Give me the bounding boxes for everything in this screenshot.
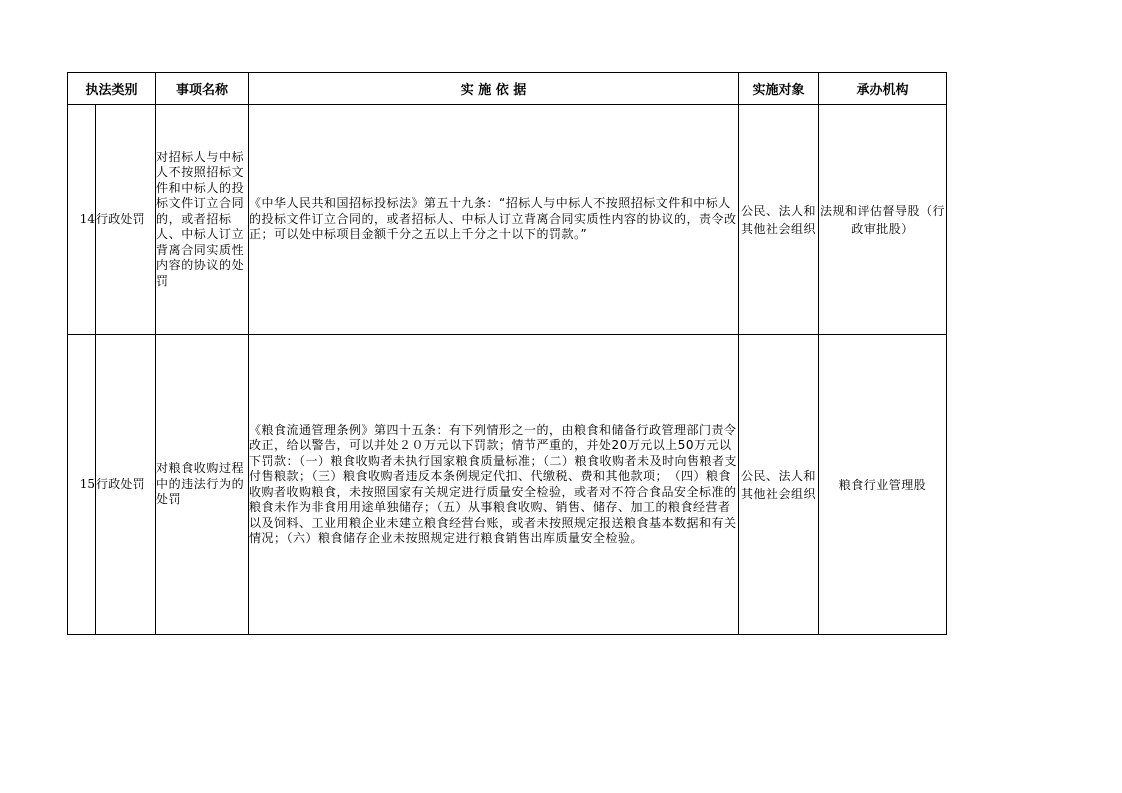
header-item: 事项名称	[156, 73, 249, 105]
table-row	[68, 335, 947, 635]
item-name: 对粮食收购过程中的违法行为的处罚	[156, 335, 249, 635]
row-number: 14	[68, 105, 96, 335]
organization: 粮食行业管理股	[819, 335, 947, 635]
header-target: 实施对象	[739, 73, 819, 105]
header-basis: 实 施 依 据	[249, 73, 739, 105]
row-number: 15	[68, 335, 96, 635]
enforcement-table	[67, 72, 947, 635]
target: 公民、法人和其他社会组织	[739, 105, 819, 335]
legal-basis: 《中华人民共和国招标投标法》第五十九条：“招标人与中标人不按照招标文件和中标人的投标文件订立合同的，或者招标人、中标人订立背离合同实质性内容的协议的，责令改正；可以处中标项目金额千分之五以上千分之十以下的罚款。”	[249, 105, 739, 335]
item-name: 对招标人与中标人不按照招标文件和中标人的投标文件订立合同的，或者招标人、中标人订立背离合同实质性内容的协议的处罚	[156, 105, 249, 335]
header-row	[68, 73, 947, 105]
legal-basis: 《粮食流通管理条例》第四十五条：有下列情形之一的，由粮食和储备行政管理部门责令改正，给以警告，可以并处２０万元以下罚款；情节严重的，并处20万元以上50万元以下罚款：（一）粮食收购者未执行国家粮食质量标准；（二）粮食收购者未及时向售粮者支付售粮款；（三）粮食收购者违反本条例规定代扣、代缴税、费和其他款项； （四）粮食收购者收购粮食，未按照国家有关规定进行质量安全检验，或者对不符合食品安全标准的粮食未作为非食用用途单独储存；（五）从事粮食收购、销售、储存、加工的粮食经营者以及饲料、工业用粮企业未建立粮食经营台账，或者未按照规定报送粮食基本数据和有关情况；（六）粮食储存企业未按照规定进行粮食销售出库质量安全检验。	[249, 335, 739, 635]
enforcement-type: 行政处罚	[96, 105, 156, 335]
target: 公民、法人和其他社会组织	[739, 335, 819, 635]
header-org: 承办机构	[819, 73, 947, 105]
table-row	[68, 105, 947, 335]
organization: 法规和评估督导股（行政审批股）	[819, 105, 947, 335]
enforcement-type: 行政处罚	[96, 335, 156, 635]
header-type: 执法类别	[68, 73, 156, 105]
